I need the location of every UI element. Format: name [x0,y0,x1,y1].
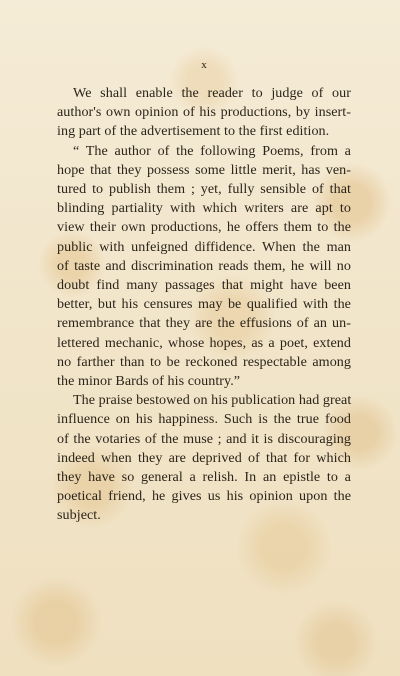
text-line: lettered mechanic, whose hopes, as a poet, extend [57,334,351,351]
text-line: hope that they possess some little merit, has ven- [57,161,351,178]
text-line: influence on his happiness. Such is the true food [57,411,351,428]
text-line: doubt find many passages that might have been [57,277,351,294]
text-line: tured to publish them ; yet, fully sensible of that [57,181,351,198]
text-line: “ The author of the following Poems, from a [73,142,351,159]
text-line: of taste and discrimination reads them, he will no [57,257,351,274]
page-text-block [57,60,351,526]
text-line: subject. [57,507,101,524]
text-line: poetical friend, he gives us his opinion upon the [57,488,351,505]
page-number: x [201,59,207,71]
text-line: they have so general a relish. In an epistle to a [57,469,351,486]
text-line: of the votaries of the muse ; and it is discouraging [57,430,351,447]
text-line: We shall enable the reader to judge of our [73,85,351,101]
text-line: the minor Bards of his country.” [57,373,241,390]
text-line: ing part of the advertisement to the first edition. [57,123,330,140]
text-line: The praise bestowed on his publication had great [73,392,352,409]
text-line: blinding partiality with which writers are apt to [57,200,351,217]
text-line: view their own productions, he offers them to the [57,219,351,236]
text-line: indeed when they are deprived of that for which [57,449,351,466]
text-line: remembrance that they are the effusions of an un- [57,315,351,332]
text-line: better, but his censures may be qualified with the [57,296,351,313]
text-line: author's own opinion of his productions, by insert- [57,104,351,121]
text-line: no farther than to be reckoned respectable among [57,353,351,370]
text-line: public with unfeigned diffidence. When the man [57,238,351,255]
